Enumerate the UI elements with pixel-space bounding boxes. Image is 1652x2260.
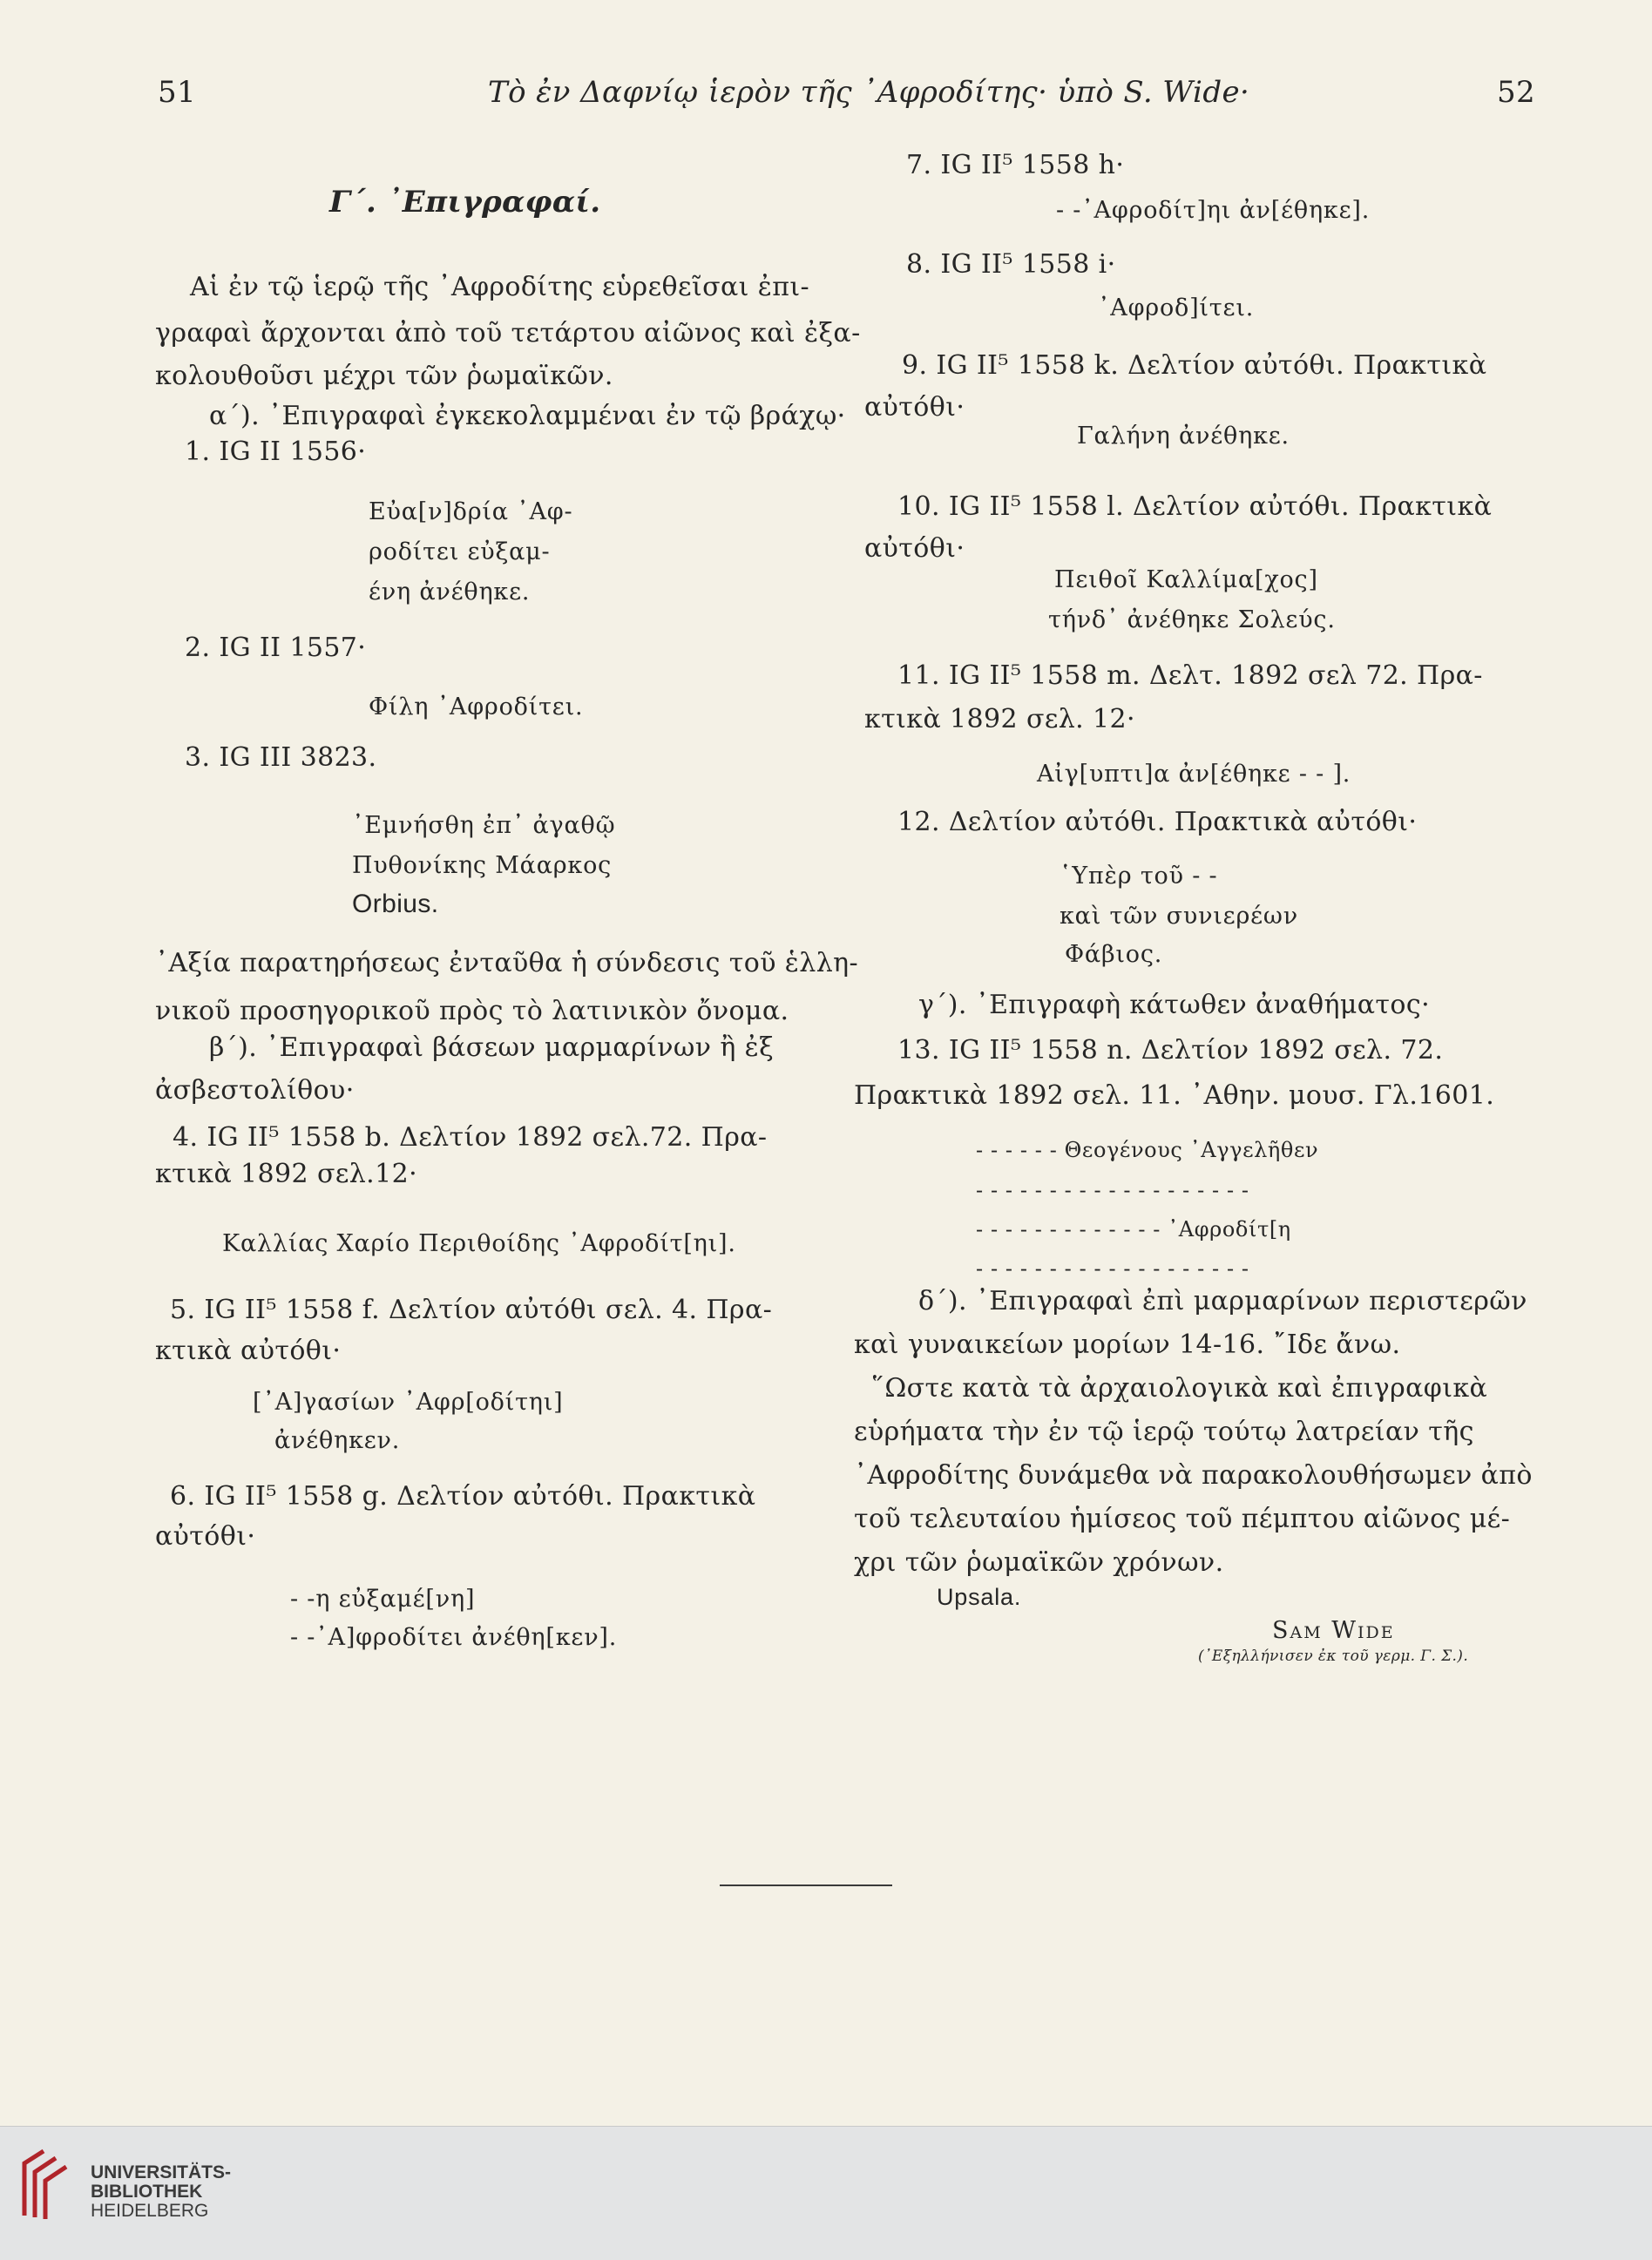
entry-13: Πρακτικὰ 1892 σελ. 11. ᾿Αθην. μουσ. Γλ.1601. [854, 1080, 1495, 1111]
running-title: Τὸ ἐν Δαφνίῳ ἱερὸν τῆς ᾿Αφροδίτης· ὑπὸ S. Wide· [488, 75, 1250, 110]
entry-13: 13. IG II⁵ 1558 n. Δελτίον 1892 σελ. 72. [897, 1035, 1444, 1066]
library-name: BIBLIOTHEK [91, 2182, 203, 2202]
inscription-line: Καλλίας Χαρίο Περιθοίδης ᾿Αφροδίτ[ηι]. [222, 1230, 736, 1257]
entry-11: κτικὰ 1892 σελ. 12· [864, 704, 1135, 734]
inscription-line: τήνδ᾿ ἀνέθηκε Σολεύς. [1048, 606, 1336, 633]
inscription-line: - -᾿Αφροδίτ]ηι ἀν[έθηκε]. [1056, 197, 1371, 224]
inscription-line: ροδίτει εὐξαμ- [369, 538, 551, 565]
translator-note: (᾿Εξηλλήνισεν ἐκ τοῦ γερμ. Γ. Σ.). [1198, 1648, 1469, 1665]
entry-7: 7. IG II⁵ 1558 h· [906, 150, 1125, 180]
inscription-line: ένη ἀνέθηκε. [369, 579, 531, 606]
entry-9: αὐτόθι· [864, 392, 965, 423]
inscription-line: ῾Υπὲρ τοῦ - - [1060, 863, 1218, 890]
entry-5: 5. IG II⁵ 1558 f. Δελτίον αὐτόθι σελ. 4. Πρα- [170, 1295, 773, 1325]
page-number-left: 51 [158, 75, 197, 110]
entry-10: 10. IG II⁵ 1558 l. Δελτίον αὐτόθι. Πρακτικὰ [897, 491, 1493, 522]
subsection-d-heading: καὶ γυναικείων μορίων 14-16. ῎Ιδε ἄνω. [854, 1330, 1401, 1360]
entry-8: 8. IG II⁵ 1558 i· [906, 249, 1116, 280]
entry-1: 1. IG II 1556· [185, 436, 367, 467]
inscription-line: Αἰγ[υπτι]α ἀν[έθηκε - - ]. [1037, 761, 1351, 788]
inscription-line: [᾿Α]γασίων ᾿Αφρ[οδίτηι] [253, 1389, 564, 1416]
inscription-line: Γαλήνη ἀνέθηκε. [1077, 423, 1290, 450]
viewer-footer [0, 2126, 1652, 2260]
inscription-line: Πειθοῖ Καλλίμα[χος] [1054, 566, 1318, 593]
entry-3: 3. IG III 3823. [185, 742, 377, 773]
inscription-line: - - - - - - - - - - - - - ᾿Αφροδίτ[η [976, 1217, 1291, 1242]
entry-5: κτικὰ αὐτόθι· [155, 1336, 342, 1366]
conclusion-line: ῞Ωστε κατὰ τὰ ἀρχαιολογικὰ καὶ ἐπιγραφικὰ [871, 1373, 1488, 1404]
inscription-line: Εὐα[ν]δρία ᾿Αφ- [369, 498, 573, 525]
subsection-c-heading: γ΄). ᾿Επιγραφὴ κάτωθεν ἀναθήματος· [918, 990, 1431, 1020]
inscription-line: ἀνέθηκεν. [274, 1427, 401, 1454]
inscription-line: - - - - - - Θεογένους ᾿Αγγελῆθεν [976, 1138, 1319, 1162]
subsection-a-heading: α΄). ᾿Επιγραφαὶ ἐγκεκολαμμέναι ἐν τῷ βράχῳ· [209, 401, 846, 431]
section-heading: Γ΄. ᾿Επιγραφαί. [329, 185, 601, 220]
inscription-line: καὶ τῶν συνιερέων [1060, 903, 1298, 930]
inscription-line: Orbius. [352, 890, 439, 918]
subsection-d-heading: δ΄). ᾿Επιγραφαὶ ἐπὶ μαρμαρίνων περιστερῶν [918, 1286, 1527, 1316]
inscription-line: Φάβιος. [1065, 941, 1163, 968]
subsection-b-heading: ἀσβεστολίθου· [155, 1075, 355, 1106]
inscription-line: ᾿Εμνήσθη ἐπ᾿ ἀγαθῷ [352, 812, 616, 839]
conclusion-line: εὑρήματα τὴν ἐν τῷ ἱερῷ τούτῳ λατρείαν τῆς [854, 1417, 1474, 1447]
entry-10: αὐτόθι· [864, 533, 965, 564]
subsection-b-heading: β΄). ᾿Επιγραφαὶ βάσεων μαρμαρίνων ἢ ἐξ [209, 1032, 775, 1063]
conclusion-line: ᾿Αφροδίτης δυνάμεθα νὰ παρακολουθήσωμεν ἀπὸ [854, 1460, 1533, 1491]
entry-9: 9. IG II⁵ 1558 k. Δελτίον αὐτόθι. Πρακτικὰ [902, 350, 1487, 381]
note-line: ᾿Αξία παρατηρήσεως ἐνταῦθα ἡ σύνδεσις τοῦ ἑλλη- [155, 948, 859, 978]
library-logo-icon[interactable] [17, 2148, 71, 2223]
library-name: HEIDELBERG [91, 2201, 209, 2221]
inscription-line: - -᾿Α]φροδίτει ἀνέθη[κεν]. [290, 1624, 618, 1651]
end-rule [720, 1884, 892, 1886]
inscription-line: Πυθονίκης Μάαρκος [352, 852, 613, 879]
author-name: Sam Wide [1272, 1617, 1395, 1644]
inscription-line: - - - - - - - - - - - - - - - - - - - [976, 1256, 1249, 1281]
page-number-right: 52 [1497, 75, 1536, 110]
inscription-line: - -η εὐξαμέ[νη] [290, 1586, 476, 1613]
conclusion-line: χρι τῶν ῥωμαϊκῶν χρόνων. [854, 1547, 1224, 1578]
entry-4: κτικὰ 1892 σελ.12· [155, 1159, 418, 1189]
inscription-line: - - - - - - - - - - - - - - - - - - - [976, 1178, 1249, 1202]
entry-12: 12. Δελτίον αὐτόθι. Πρακτικὰ αὐτόθι· [897, 807, 1418, 837]
intro-line: κολουθοῦσι μέχρι τῶν ῥωμαϊκῶν. [155, 361, 613, 391]
place-name: Upsala. [937, 1584, 1022, 1610]
entry-4: 4. IG II⁵ 1558 b. Δελτίον 1892 σελ.72. Πρα- [173, 1122, 768, 1153]
note-line: νικοῦ προσηγορικοῦ πρὸς τὸ λατινικὸν ὄνομα. [155, 996, 789, 1026]
entry-6: αὐτόθι· [155, 1521, 256, 1552]
entry-6: 6. IG II⁵ 1558 g. Δελτίον αὐτόθι. Πρακτικὰ [170, 1481, 756, 1512]
entry-2: 2. IG II 1557· [185, 633, 367, 663]
intro-line: γραφαὶ ἄρχονται ἀπὸ τοῦ τετάρτου αἰῶνος καὶ ἐξα- [155, 318, 861, 348]
intro-line: Αἱ ἐν τῷ ἱερῷ τῆς ᾿Αφροδίτης εὑρεθεῖσαι ἐπι- [190, 272, 810, 302]
entry-11: 11. IG II⁵ 1558 m. Δελτ. 1892 σελ 72. Πρα- [897, 660, 1483, 691]
conclusion-line: τοῦ τελευταίου ἡμίσεος τοῦ πέμπτου αἰῶνος μέ- [854, 1504, 1511, 1534]
inscription-line: Φίλη ᾿Αφροδίτει. [369, 694, 584, 721]
library-name: UNIVERSITÄTS- [91, 2162, 232, 2182]
inscription-line: ᾿Αφροδ]ίτει. [1098, 294, 1255, 321]
